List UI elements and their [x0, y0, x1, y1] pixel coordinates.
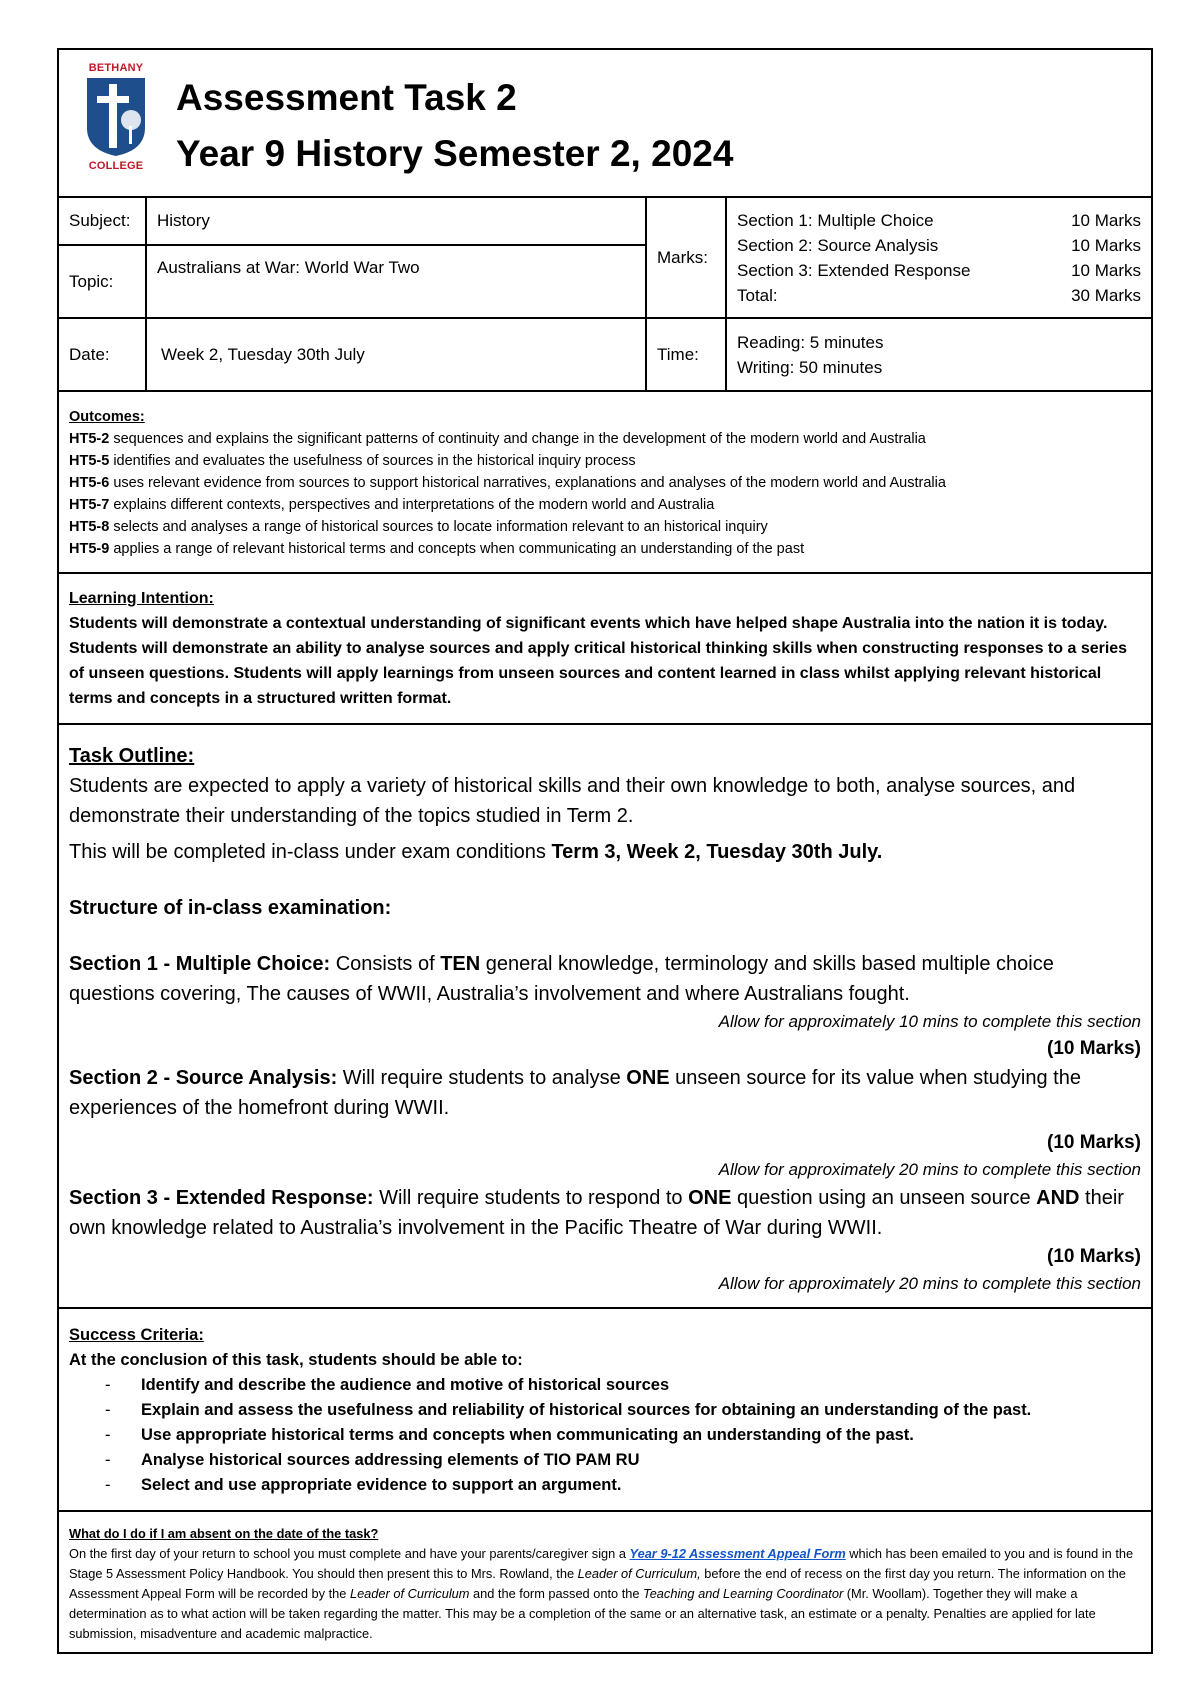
list-item-text: Identify and describe the audience and motive of historical sources: [141, 1376, 670, 1394]
absence-text: before the end of recess on the first day you return. The information on the Assessment Appeal Form will be recorded by the: [69, 1566, 1126, 1601]
outcome-item: [69, 428, 1141, 450]
section-1-label: Section 1 - Multiple Choice:: [69, 953, 331, 975]
absence-role: Leader of Curriculum,: [577, 1566, 701, 1581]
absence-policy-section: [59, 1512, 1151, 1652]
task-outline-section: [59, 725, 1151, 1309]
marks-row-label: Section 1: Multiple Choice: [737, 210, 934, 230]
topic-label: Topic:: [59, 246, 147, 319]
section-2-text: unseen source for its value when studying the experiences of the homefront during WWII.: [69, 1067, 1081, 1119]
section-1-time-note: Allow for approximately 10 mins to complete this section: [718, 1012, 1141, 1031]
absence-role: Leader of Curriculum: [349, 1586, 470, 1601]
outcome-item: [69, 494, 1141, 516]
marks-label: Marks:: [647, 198, 727, 319]
logo-text-bottom: COLLEGE: [88, 160, 144, 172]
section-1-text: general knowledge, terminology and skills based multiple choice questions covering, The causes of WWII, Australia’s involvement and where Australians fought.: [69, 953, 1054, 1005]
writing-time: Writing: 50 minutes: [737, 357, 883, 377]
section-3-text: Will require students to respond to: [373, 1187, 689, 1209]
section-3-marks: (10 Marks): [1047, 1246, 1141, 1267]
section-3-label: Section 3 - Extended Response:: [69, 1187, 374, 1209]
task-when-text: This will be completed in-class under exam conditions: [69, 841, 552, 863]
section-2-marks: (10 Marks): [1047, 1132, 1141, 1153]
outcome-item: [69, 472, 1141, 494]
marks-row-label: Total:: [737, 285, 778, 305]
title-line-2: Year 9 History Semester 2, 2024: [176, 133, 734, 174]
outcome-item: [69, 450, 1141, 472]
task-intro: Students are expected to apply a variety of historical skills and their own knowledge to both, analyse sources, and demonstrate their understanding of the topics studied in Term 2.: [69, 775, 1076, 827]
section-1-text: Consists of: [330, 953, 441, 975]
success-criteria-intro: At the conclusion of this task, students should be able to:: [69, 1351, 523, 1369]
section-2-text: Will require students to analyse: [337, 1067, 627, 1089]
outcomes-heading: Outcomes:: [69, 409, 145, 425]
section-3-time-note: Allow for approximately 20 mins to complete this section: [718, 1274, 1141, 1293]
outcome-text: uses relevant evidence from sources to support historical narratives, explanations and analyses of the modern world and Australia: [109, 475, 946, 491]
reading-time: Reading: 5 minutes: [737, 332, 884, 352]
section-1-description: [69, 949, 1141, 1009]
marks-row-value: 10 Marks: [1071, 210, 1141, 230]
section-2-description: [69, 1063, 1141, 1123]
section-3-text: question using an unseen source: [731, 1187, 1037, 1209]
section-2-time-note: Allow for approximately 20 mins to complete this section: [718, 1160, 1141, 1179]
absence-heading: What do I do if I am absent on the date of the task?: [69, 1526, 379, 1541]
task-when-date: Term 3, Week 2, Tuesday 30th July.: [551, 841, 883, 863]
marks-row-value: 10 Marks: [1071, 235, 1141, 255]
outcome-text: identifies and evaluates the usefulness of sources in the historical inquiry process: [109, 453, 636, 469]
section-1-emphasis: TEN: [440, 953, 481, 975]
task-info-table: [59, 198, 1151, 392]
college-crest-icon: [85, 76, 147, 158]
list-item: - Select and use appropriate evidence to support an argument.: [105, 1476, 622, 1494]
section-3-emphasis: AND: [1036, 1187, 1080, 1209]
list-item: - Analyse historical sources addressing elements of TIO PAM RU: [105, 1451, 640, 1469]
title-line-1: Assessment Task 2: [176, 77, 517, 118]
outcomes-section: [59, 392, 1151, 574]
outcome-code: HT5-6: [69, 475, 110, 491]
list-item: - Use appropriate historical terms and concepts when communicating an understanding of the past.: [105, 1426, 914, 1444]
marks-row: [737, 258, 1141, 283]
learning-intention-section: [59, 574, 1151, 725]
subject-value: History: [147, 198, 647, 246]
marks-row-label: Section 3: Extended Response: [737, 260, 971, 280]
absence-body: [69, 1544, 1141, 1644]
absence-text: (Mr. Woollam). Together they will make a determination as to what action will be taken regarding the matter. This may be a completion of the same or an alternative task, an estimate or a penalty. Penalties are applied for late submission, misadventure and academic malpractice.: [69, 1586, 1096, 1641]
logo-text-top: BETHANY: [88, 62, 144, 74]
task-when: [69, 837, 1141, 867]
outcome-code: HT5-8: [69, 519, 110, 535]
time-label: Time:: [647, 319, 727, 390]
marks-row-value: 10 Marks: [1071, 260, 1141, 280]
assessment-document: [57, 48, 1153, 1654]
subject-label: Subject:: [59, 198, 147, 246]
list-item-text: Use appropriate historical terms and concepts when communicating an understanding of the past.: [141, 1426, 914, 1444]
outcome-code: HT5-2: [69, 431, 110, 447]
section-2-emphasis: ONE: [626, 1067, 670, 1089]
marks-breakdown: [727, 198, 1151, 319]
success-criteria-list: [69, 1373, 1141, 1498]
date-label: Date:: [59, 319, 147, 390]
absence-text: and the form passed onto the: [469, 1586, 644, 1601]
section-3-text: their own knowledge related to Australia’s involvement in the Pacific Theatre of War during WWII.: [69, 1187, 1124, 1239]
list-item-text: Select and use appropriate evidence to support an argument.: [141, 1476, 622, 1494]
section-3-emphasis: ONE: [688, 1187, 732, 1209]
outcome-code: HT5-5: [69, 453, 110, 469]
list-item: - Identify and describe the audience and motive of historical sources: [105, 1376, 670, 1394]
task-outline-heading: Task Outline:: [69, 745, 195, 767]
absence-text: On the first day of your return to school you must complete and have your parents/caregiver sign a: [69, 1546, 630, 1561]
topic-value: Australians at War: World War Two: [147, 246, 647, 319]
list-item-text: Explain and assess the usefulness and reliability of historical sources for obtaining an understanding of the past.: [141, 1401, 1032, 1419]
outcome-item: [69, 538, 1141, 560]
section-1-marks: (10 Marks): [1047, 1038, 1141, 1059]
success-criteria-section: [59, 1309, 1151, 1512]
outcome-text: sequences and explains the significant patterns of continuity and change in the development of the modern world and Australia: [109, 431, 926, 447]
outcome-text: applies a range of relevant historical terms and concepts when communicating an understanding of the past: [109, 541, 805, 557]
section-2-label: Section 2 - Source Analysis:: [69, 1067, 338, 1089]
appeal-form-link[interactable]: Year 9-12 Assessment Appeal Form: [629, 1546, 846, 1561]
outcome-code: HT5-7: [69, 497, 110, 513]
time-values: [727, 319, 1151, 390]
list-item: - Explain and assess the usefulness and reliability of historical sources for obtaining an understanding of the past.: [105, 1401, 1032, 1419]
marks-row: [737, 208, 1141, 233]
absence-role: Teaching and Learning Coordinator: [643, 1586, 844, 1601]
date-value: Week 2, Tuesday 30th July: [147, 319, 647, 390]
document-header: [59, 50, 1151, 198]
outcome-code: HT5-9: [69, 541, 110, 557]
absence-text: which has been emailed to you and is found in the Stage 5 Assessment Policy Handbook. You should then present this to Mrs. Rowland, the: [69, 1546, 1134, 1581]
page-title: [176, 70, 733, 182]
learning-intention-heading: Learning Intention:: [69, 590, 214, 607]
section-3-description: [69, 1183, 1141, 1243]
outcome-text: explains different contexts, perspectives and interpretations of the modern world and Australia: [109, 497, 715, 513]
outcome-text: selects and analyses a range of historical sources to locate information relevant to an historical inquiry: [109, 519, 768, 535]
marks-row: [737, 283, 1141, 308]
success-criteria-heading: Success Criteria:: [69, 1326, 204, 1344]
marks-row-label: Section 2: Source Analysis: [737, 235, 939, 255]
outcome-item: [69, 516, 1141, 538]
structure-heading: Structure of in-class examination:: [69, 897, 392, 919]
list-item-text: Analyse historical sources addressing elements of TIO PAM RU: [141, 1451, 640, 1469]
college-logo: [79, 62, 153, 177]
marks-row: [737, 233, 1141, 258]
marks-row-value: 30 Marks: [1071, 285, 1141, 305]
learning-intention-body: Students will demonstrate a contextual understanding of significant events which have helped shape Australia into the nation it is today. Students will demonstrate an ability to analyse sources and apply critical historical thinking skills when constructing responses to a series of unseen questions. Students will apply learnings from unseen sources and content learned in class whilst applying relevant historical terms and concepts in a structured written format.: [69, 615, 1128, 707]
